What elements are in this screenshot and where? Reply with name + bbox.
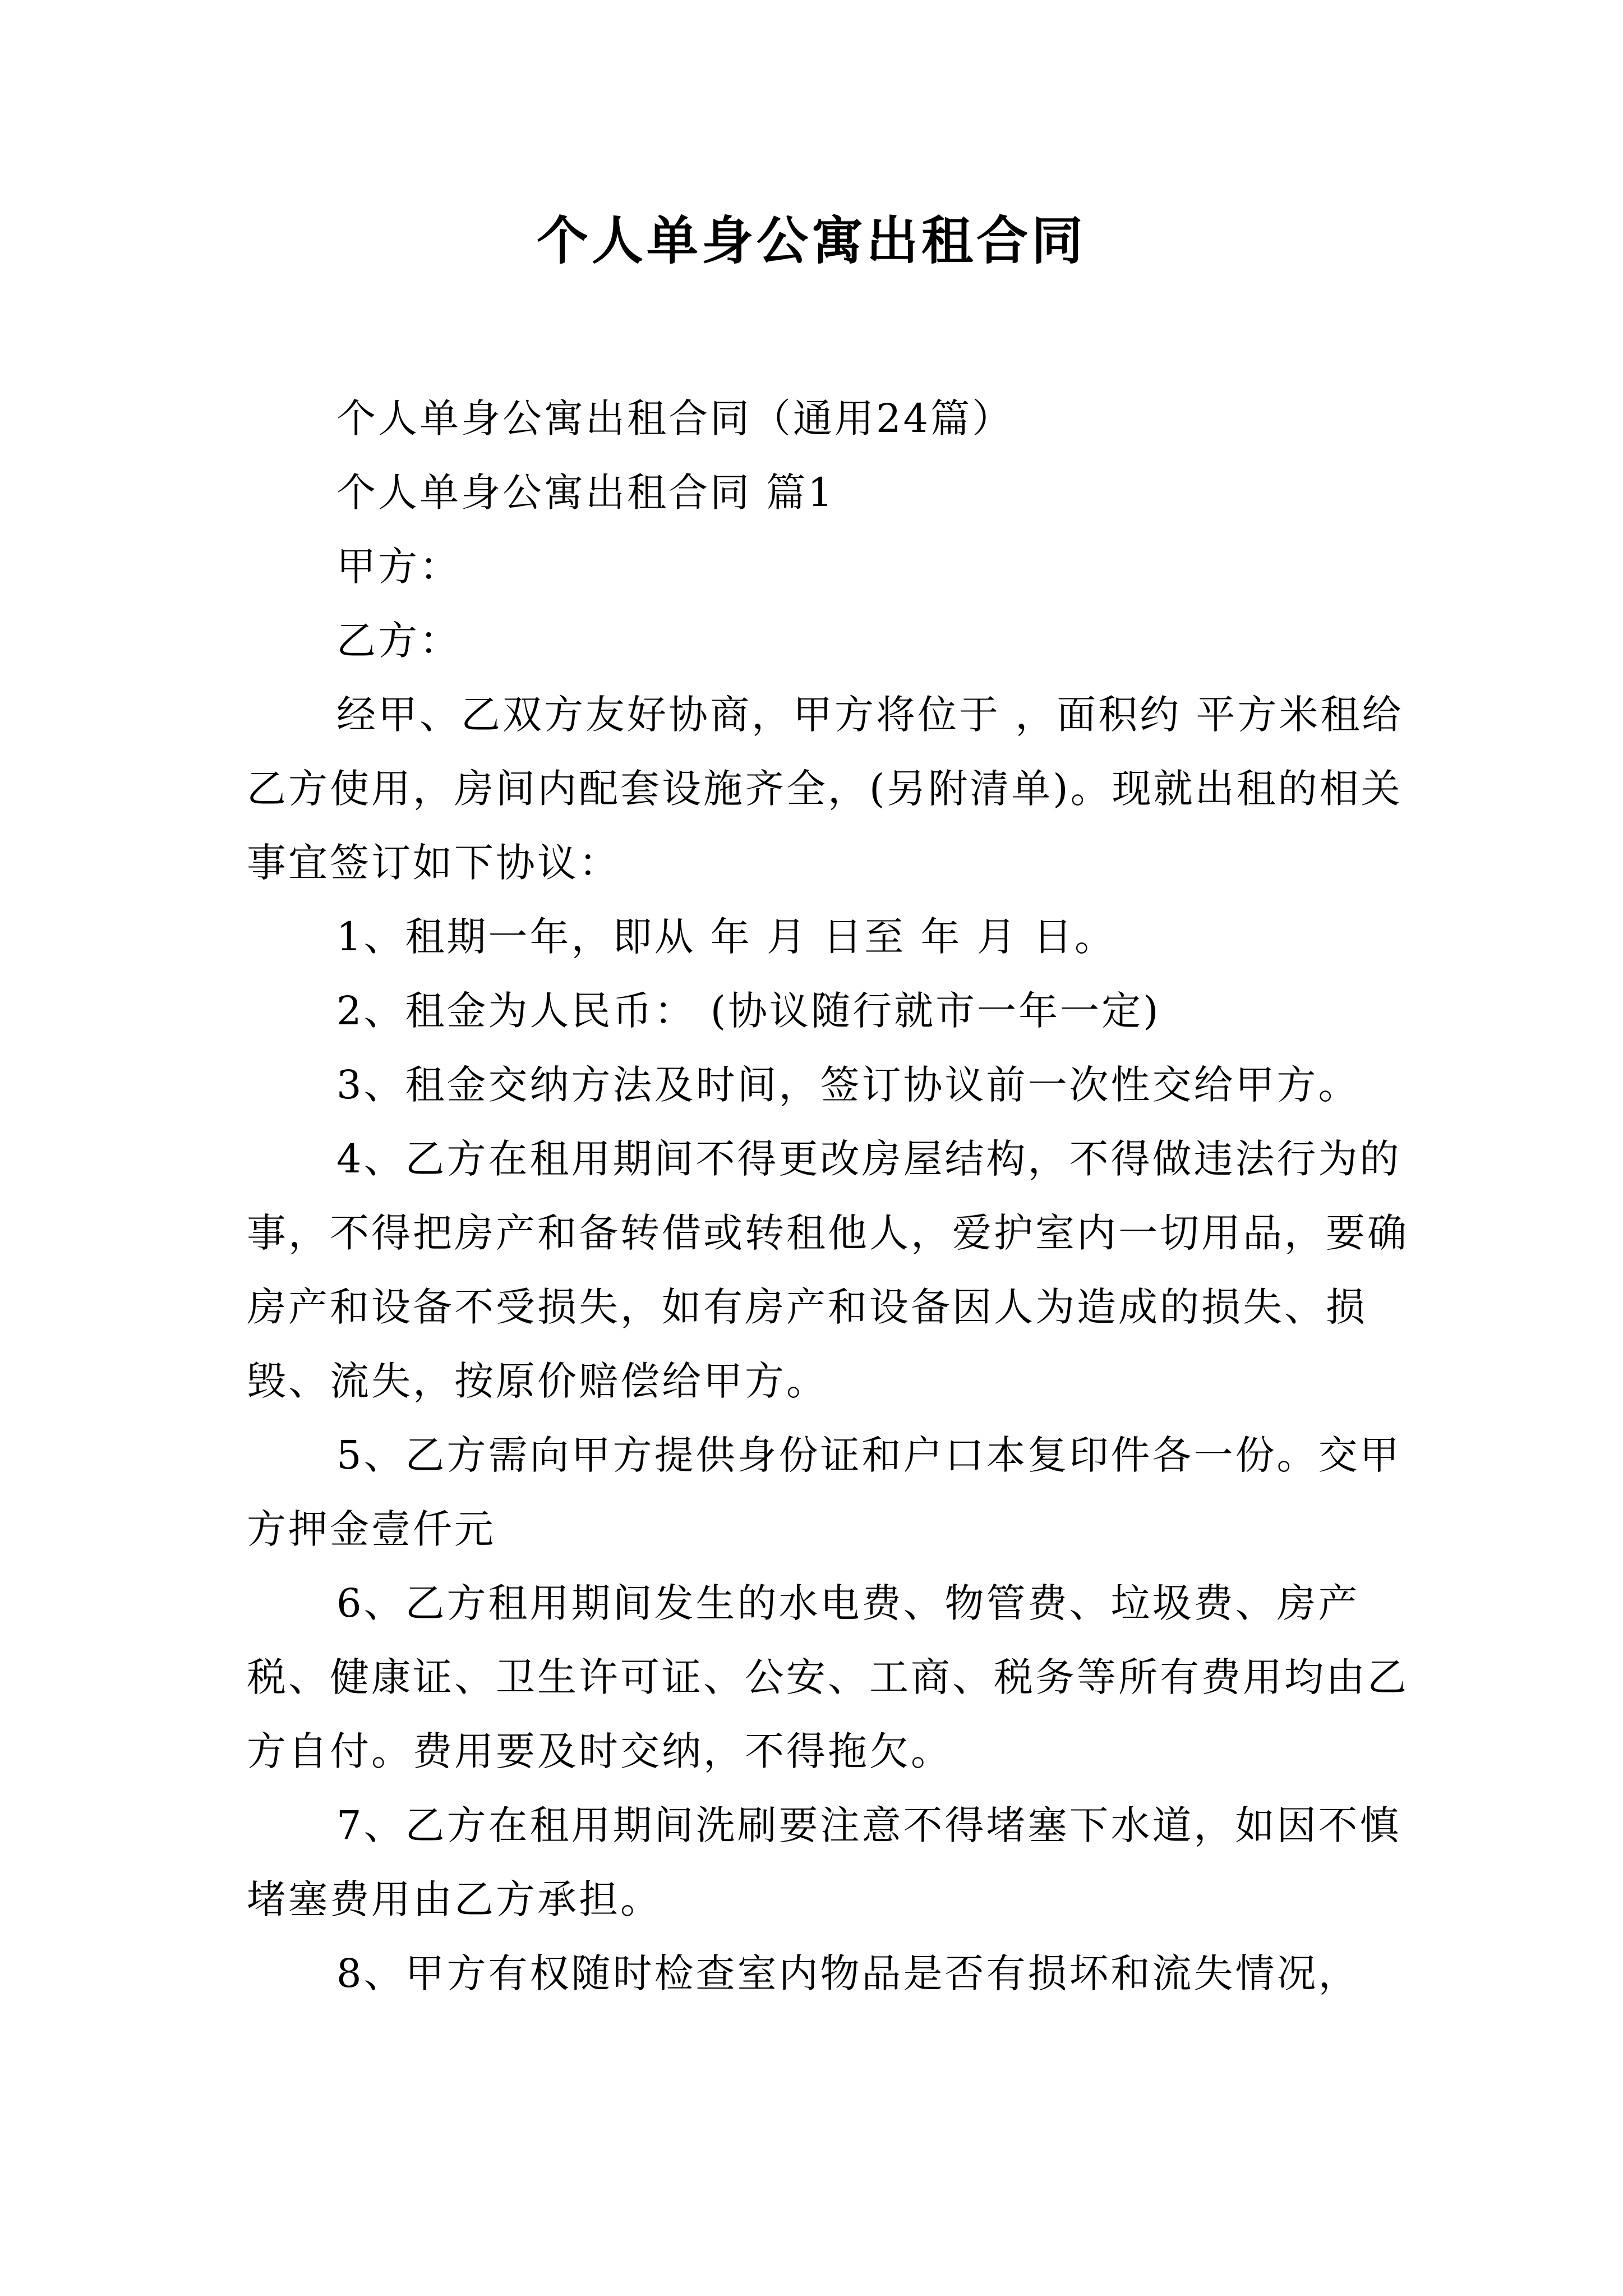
clause-4: 4、乙方在租用期间不得更改房屋结构，不得做违法行为的事，不得把房产和备转借或转租他人，爱护室内一切用品，要确房产和设备不受损失，如有房产和设备因人为造成的损失、损毁、流失，按原价赔偿给甲方。 <box>247 1136 1409 1404</box>
paragraph-intro: 经甲、乙双方友好协商，甲方将位于 ，面积约 平方米租给乙方使用，房间内配套设施齐全，(另附清单)。现就出租的相关事宜签订如下协议： <box>247 692 1404 886</box>
clause-6: 6、乙方租用期间发生的水电费、物管费、垃圾费、房产税、健康证、卫生许可证、公安、工商、税务等所有费用均由乙方自付。费用要及时交纳，不得拖欠。 <box>247 1580 1409 1774</box>
clause-3: 3、租金交纳方法及时间，签订协议前一次性交给甲方。 <box>336 1062 1360 1108</box>
clause-7: 7、乙方在租用期间洗刷要注意不得堵塞下水道，如因不慎堵塞费用由乙方承担。 <box>247 1802 1401 1922</box>
document-body <box>247 381 1424 2010</box>
document-title: 个人单身公寓出租合同 <box>536 211 1086 271</box>
clause-8: 8、甲方有权随时检查室内物品是否有损坏和流失情况， <box>336 1950 1360 1996</box>
paragraph-subtitle: 个人单身公寓出租合同（通用24篇） <box>336 395 1014 441</box>
clause-2: 2、租金为人民币： (协议随行就市一年一定) <box>336 988 1161 1034</box>
paragraph-party-a: 甲方： <box>336 544 461 590</box>
clause-1: 1、租期一年，即从 年 月 日至 年 月 日。 <box>336 914 1117 960</box>
paragraph-party-b: 乙方： <box>336 618 461 664</box>
clause-5: 5、乙方需向甲方提供身份证和户口本复印件各一份。交甲方押金壹仟元 <box>247 1432 1401 1552</box>
paragraph-section-heading: 个人单身公寓出租合同 篇1 <box>336 470 835 516</box>
